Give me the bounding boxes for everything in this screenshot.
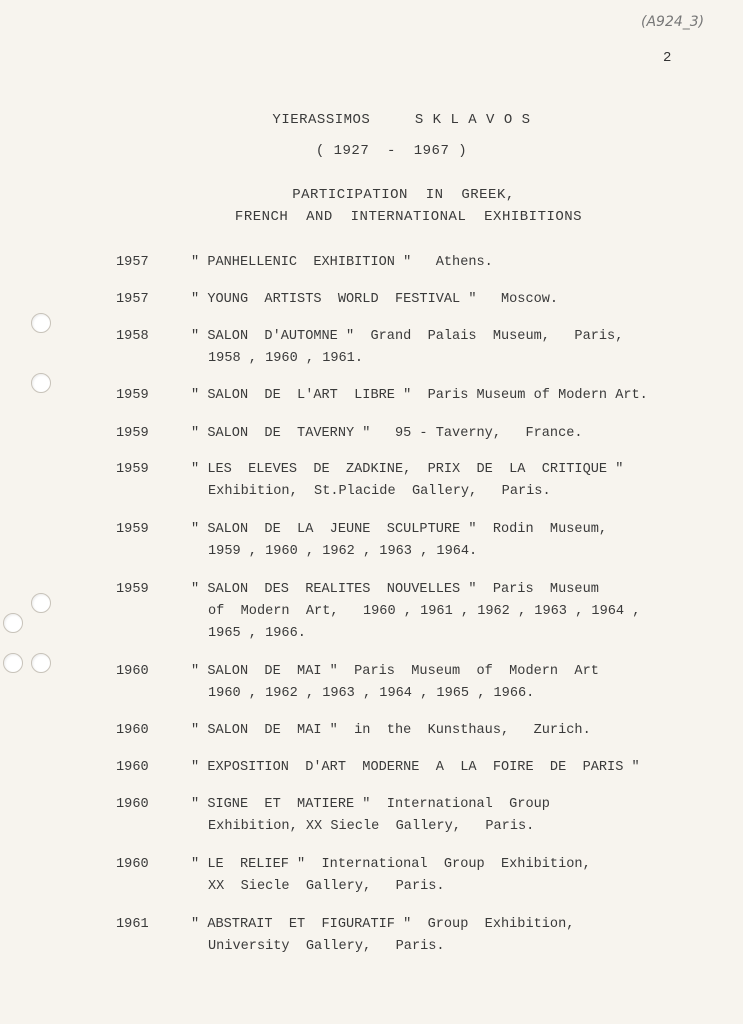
entry-year: 1961 (116, 917, 149, 932)
entry-line: " SALON D'AUTOMNE " Grand Palais Museum, Paris, (191, 329, 624, 344)
entry-text (191, 423, 711, 445)
entry-text (191, 854, 711, 898)
entry-line: 1965 , 1966. (208, 626, 306, 641)
entry-line: " PANHELLENIC EXHIBITION " Athens. (191, 255, 493, 270)
entry-line: " ABSTRAIT ET FIGURATIF " Group Exhibition, (191, 917, 575, 932)
entry-year: 1959 (116, 522, 149, 537)
entry-line: " YOUNG ARTISTS WORLD FESTIVAL " Moscow. (191, 292, 559, 307)
entry-text (191, 385, 711, 407)
entry-line: University Gallery, Paris. (208, 939, 445, 954)
entry-line: " SALON DE L'ART LIBRE " Paris Museum of Modern Art. (191, 388, 648, 403)
entry-line: " LE RELIEF " International Group Exhibition, (191, 857, 591, 872)
entry-text (191, 459, 711, 503)
entry-year: 1959 (116, 582, 149, 597)
entry-year: 1960 (116, 760, 149, 775)
entry-line: 1960 , 1962 , 1963 , 1964 , 1965 , 1966. (208, 686, 535, 701)
entry-year: 1960 (116, 723, 149, 738)
entry-line: Exhibition, XX Siecle Gallery, Paris. (208, 819, 535, 834)
entry-year: 1959 (116, 462, 149, 477)
artist-dates: ( 1927 - 1967 ) (315, 143, 468, 159)
page-number: 2 (663, 50, 672, 66)
entry-text (191, 794, 711, 838)
entry-line: 1959 , 1960 , 1962 , 1963 , 1964. (208, 544, 478, 559)
entry-year: 1959 (116, 388, 149, 403)
entry-text (191, 519, 711, 563)
entry-text (191, 661, 711, 705)
entry-line: " EXPOSITION D'ART MODERNE A LA FOIRE DE PARIS " (191, 760, 640, 775)
entry-line: " SALON DE TAVERNY " 95 - Taverny, France. (191, 426, 583, 441)
entry-year: 1960 (116, 857, 149, 872)
punch-hole (31, 313, 51, 333)
entry-year: 1959 (116, 426, 149, 441)
entry-year: 1957 (116, 292, 149, 307)
entry-text (191, 720, 711, 742)
entry-line: " SALON DE MAI " Paris Museum of Modern Art (191, 664, 599, 679)
section-heading-line1: PARTICIPATION IN GREEK, (292, 187, 515, 203)
entry-line: " SALON DES REALITES NOUVELLES " Paris Museum (191, 582, 599, 597)
entry-line: " LES ELEVES DE ZADKINE, PRIX DE LA CRITIQUE " (191, 462, 624, 477)
punch-hole (31, 653, 51, 673)
punch-hole (3, 653, 23, 673)
punch-hole (31, 373, 51, 393)
entry-line: " SALON DE MAI " in the Kunsthaus, Zurich. (191, 723, 591, 738)
entry-text (191, 579, 711, 645)
entry-line: of Modern Art, 1960 , 1961 , 1962 , 1963 , 1964 , (208, 604, 641, 619)
entry-year: 1958 (116, 329, 149, 344)
entry-line: Exhibition, St.Placide Gallery, Paris. (208, 484, 551, 499)
entry-line: " SALON DE LA JEUNE SCULPTURE " Rodin Museum, (191, 522, 608, 537)
entry-year: 1957 (116, 255, 149, 270)
entry-year: 1960 (116, 664, 149, 679)
entry-text (191, 326, 711, 370)
artist-name: YIERASSIMOS S K L A V O S (272, 112, 531, 128)
section-heading-line2: FRENCH AND INTERNATIONAL EXHIBITIONS (234, 209, 583, 225)
entry-line: " SIGNE ET MATIERE " International Group (191, 797, 550, 812)
punch-hole (31, 593, 51, 613)
entry-line: XX Siecle Gallery, Paris. (208, 879, 445, 894)
entry-text (191, 252, 711, 274)
entry-text (191, 757, 711, 779)
punch-hole (3, 613, 23, 633)
entry-text (191, 289, 711, 311)
entry-line: 1958 , 1960 , 1961. (208, 351, 363, 366)
entry-text (191, 914, 711, 958)
archive-note: (A924_3) (641, 14, 705, 30)
entry-year: 1960 (116, 797, 149, 812)
